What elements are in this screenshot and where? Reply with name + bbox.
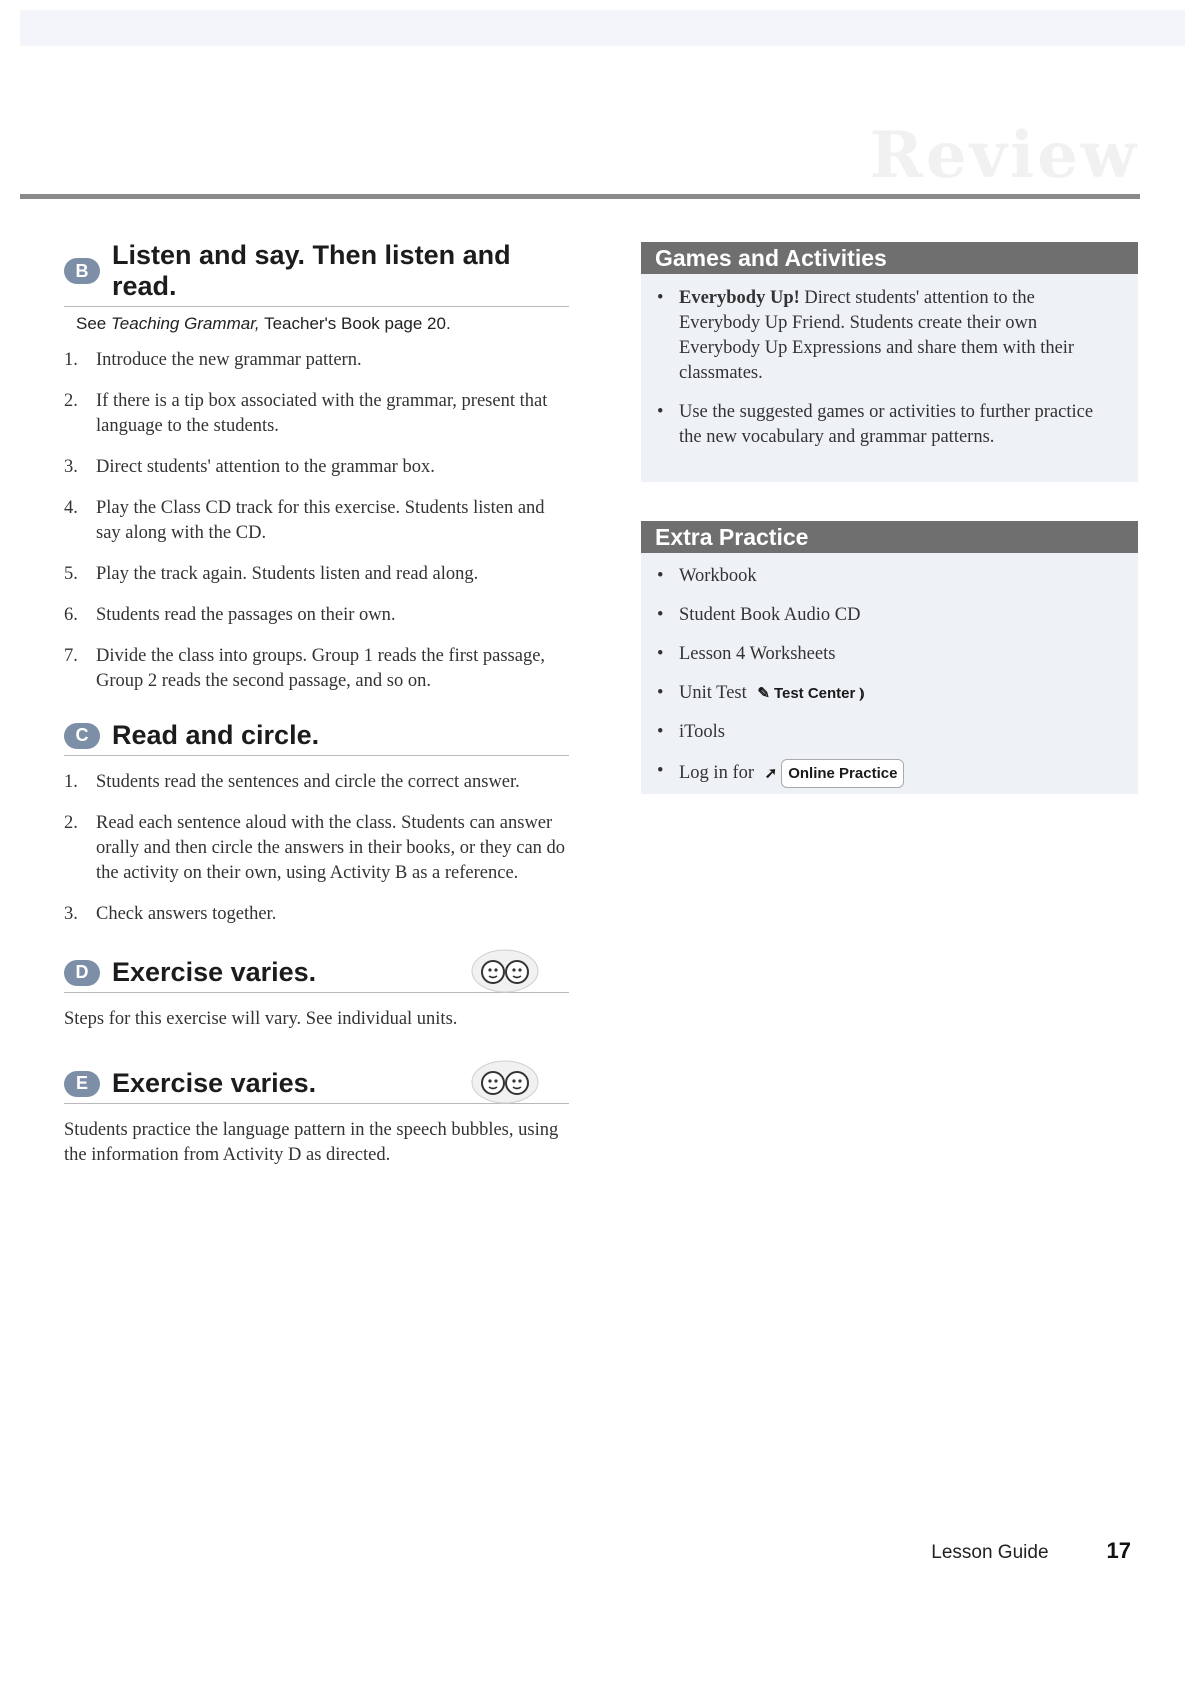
- list-item: 6. Students read the passages on their own.: [64, 605, 396, 625]
- online-practice-link[interactable]: ➚ Online Practice: [765, 759, 905, 788]
- list-item: • iTools: [655, 720, 1118, 745]
- section-e-text: Students practice the language pattern in the speech bubbles, using the information from Activity D as directed.: [64, 1120, 559, 1165]
- section-b-badge: B: [64, 258, 100, 284]
- ghost-page-title: Review: [869, 118, 1139, 193]
- list-item: 2. Read each sentence aloud with the class. Students can answer orally and then circle the answers in their books, or they can do the activity on their own, using Activity B as a reference.: [64, 813, 566, 883]
- list-item: • Log in for ➚ Online Practice: [655, 759, 1118, 788]
- list-item: 2. If there is a tip box associated with the grammar, present that language to the students.: [64, 391, 548, 436]
- pair-work-icon: [469, 947, 541, 995]
- section-e-badge: E: [64, 1071, 100, 1097]
- games-activities-panel: [641, 242, 1138, 482]
- everybody-up-label: Everybody Up!: [679, 288, 800, 308]
- test-center-link[interactable]: ✎ Test Center ⦆: [757, 681, 864, 706]
- subtitle-book-title: Teaching Grammar,: [110, 314, 260, 333]
- section-d: [64, 957, 569, 1032]
- page-footer: [931, 1538, 1131, 1564]
- section-d-text: Steps for this exercise will vary. See individual units.: [64, 1009, 458, 1029]
- section-b: [64, 240, 569, 694]
- signal-icon: ⦆: [859, 685, 865, 703]
- section-c-title: Read and circle.: [112, 720, 320, 750]
- section-d-badge: D: [64, 960, 100, 986]
- extra-practice-title: Extra Practice: [641, 521, 1138, 553]
- left-column: [64, 240, 569, 1168]
- section-d-title: Exercise varies.: [112, 957, 317, 987]
- list-item: • Lesson 4 Worksheets: [655, 642, 1118, 667]
- extra-practice-panel: [641, 521, 1138, 794]
- list-item: 5. Play the track again. Students listen and read along.: [64, 564, 479, 584]
- list-item: • Unit Test ✎ Test Center ⦆: [655, 681, 1118, 706]
- list-item: • Use the suggested games or activities to further practice the new vocabulary and grammar patterns.: [655, 400, 1118, 450]
- list-item: 4. Play the Class CD track for this exercise. Students listen and say along with the CD.: [64, 498, 545, 543]
- list-item: 3. Check answers together.: [64, 904, 277, 924]
- section-c-badge: C: [64, 723, 100, 749]
- pencil-icon: ✎: [757, 685, 770, 703]
- section-e-title: Exercise varies.: [112, 1068, 317, 1098]
- list-item: • Everybody Up! Direct students' attention to the Everybody Up Friend. Students create their own Everybody Up Expressions and share them with their classmates.: [655, 286, 1118, 386]
- section-c-steps: [64, 770, 569, 927]
- list-item: 7. Divide the class into groups. Group 1 reads the first passage, Group 2 reads the second passage, and so on.: [64, 646, 546, 691]
- games-activities-list: [641, 274, 1138, 472]
- page-number: 17: [1106, 1538, 1131, 1563]
- games-activities-title: Games and Activities: [641, 242, 1138, 274]
- cursor-icon: ➚: [764, 765, 778, 783]
- section-e-header: [64, 1068, 569, 1104]
- section-b-header: [64, 240, 569, 307]
- list-item: 3. Direct students' attention to the grammar box.: [64, 457, 435, 477]
- section-c-header: [64, 720, 569, 756]
- list-item: • Workbook: [655, 564, 1118, 589]
- extra-practice-list: [641, 553, 1138, 810]
- subtitle-post: Teacher's Book page 20.: [264, 314, 451, 333]
- footer-label: Lesson Guide: [931, 1542, 1049, 1563]
- list-item: 1. Students read the sentences and circle the correct answer.: [64, 772, 520, 792]
- header-rule: [20, 194, 1140, 199]
- top-band: [20, 10, 1185, 46]
- section-b-title: Listen and say. Then listen and read.: [112, 240, 511, 301]
- list-item: • Student Book Audio CD: [655, 603, 1118, 628]
- list-item: 1. Introduce the new grammar pattern.: [64, 350, 362, 370]
- subtitle-pre: See: [76, 314, 107, 333]
- section-d-header: [64, 957, 569, 993]
- section-b-subtitle: [76, 314, 569, 334]
- section-e: [64, 1068, 569, 1168]
- section-b-steps: [64, 348, 569, 694]
- pair-work-icon: [469, 1058, 541, 1106]
- section-c: [64, 720, 569, 927]
